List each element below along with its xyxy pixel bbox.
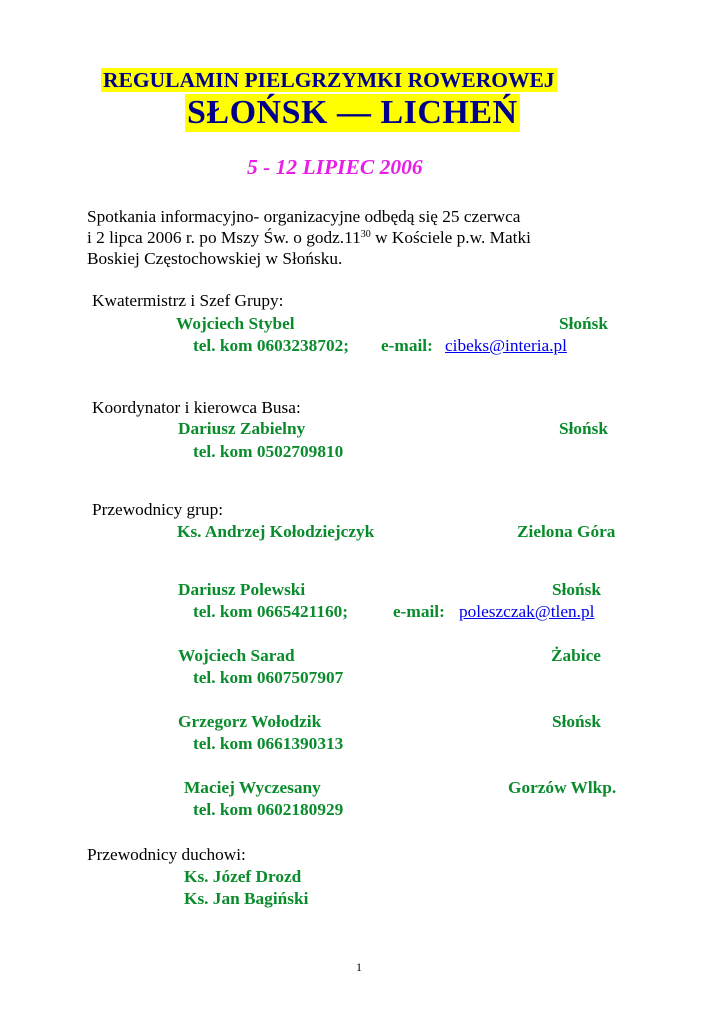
guide-place: Żabice	[551, 646, 601, 665]
coordinator-name: Dariusz Zabielny	[178, 419, 306, 438]
event-date: 5 - 12 LIPIEC 2006	[247, 155, 423, 179]
spiritual-guide-name: Ks. Józef Drozd	[184, 867, 302, 886]
guides-heading: Przewodnicy grup:	[92, 500, 224, 519]
guide-place: Słońsk	[552, 580, 602, 599]
coordinator-heading: Koordynator i kierowca Busa:	[92, 398, 301, 417]
guide-name: Ks. Andrzej Kołodziejczyk	[177, 522, 375, 541]
intro-time-superscript: 30	[360, 229, 371, 240]
guide-email-link[interactable]: poleszczak@tlen.pl	[459, 602, 595, 621]
guide-phone: tel. kom 0661390313	[193, 734, 344, 753]
quartermaster-heading: Kwatermistrz i Szef Grupy:	[92, 291, 284, 310]
coordinator-phone: tel. kom 0502709810	[193, 442, 344, 461]
guide-place: Słońsk	[552, 712, 602, 731]
quartermaster-email-label: e-mail:	[381, 336, 433, 355]
page-number: 1	[356, 960, 362, 974]
intro-line-1: Spotkania informacyjno- organizacyjne odbędą się 25 czerwca	[87, 207, 521, 226]
intro-line-2-a: i 2 lipca 2006 r. po Mszy Św. o godz.11	[87, 228, 361, 247]
guide-email-label: e-mail:	[393, 602, 445, 621]
guide-phone: tel. kom 0602180929	[193, 800, 344, 819]
guide-name: Dariusz Polewski	[178, 580, 306, 599]
guide-name: Wojciech Sarad	[178, 646, 295, 665]
route-title: SŁOŃSK — LICHEŃ	[187, 94, 518, 131]
quartermaster-email-link[interactable]: cibeks@interia.pl	[445, 336, 567, 355]
document-title: REGULAMIN PIELGRZYMKI ROWEROWEJ	[103, 68, 555, 92]
guide-phone: tel. kom 0607507907	[193, 668, 344, 687]
intro-line-2-b: w Kościele p.w. Matki	[370, 228, 531, 247]
guide-place: Zielona Góra	[517, 522, 616, 541]
quartermaster-phone: tel. kom 0603238702;	[193, 336, 349, 355]
guide-place: Gorzów Wlkp.	[508, 778, 617, 797]
guide-phone: tel. kom 0665421160;	[193, 602, 349, 621]
coordinator-place: Słońsk	[559, 419, 609, 438]
spiritual-heading: Przewodnicy duchowi:	[87, 845, 246, 864]
guide-name: Grzegorz Wołodzik	[178, 712, 322, 731]
quartermaster-name: Wojciech Stybel	[176, 314, 295, 333]
guide-name: Maciej Wyczesany	[184, 778, 321, 797]
spiritual-guide-name: Ks. Jan Bagiński	[184, 889, 309, 908]
intro-line-2	[87, 227, 531, 248]
quartermaster-place: Słońsk	[559, 314, 609, 333]
intro-line-3: Boskiej Częstochowskiej w Słońsku.	[87, 249, 343, 268]
